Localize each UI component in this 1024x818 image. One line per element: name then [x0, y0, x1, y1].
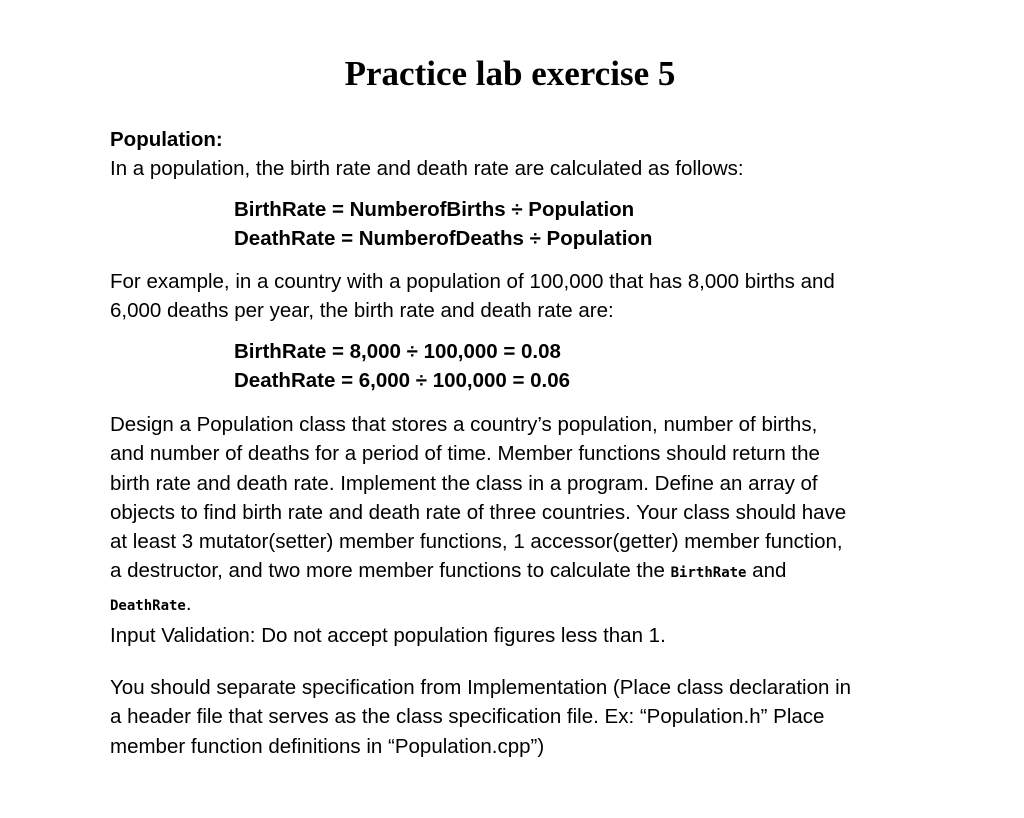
- death-rate-formula: DeathRate = NumberofDeaths ÷ Population: [234, 227, 653, 251]
- period: .: [185, 591, 192, 615]
- page-title: Practice lab exercise 5: [344, 54, 676, 93]
- birth-rate-formula: BirthRate = NumberofBirths ÷ Population: [234, 198, 635, 221]
- example-line: For example, in a country with a population of 100,000 that has 8,000 births and: [110, 270, 835, 293]
- design-line-last: [110, 556, 930, 588]
- example-death-rate: DeathRate = 6,000 ÷ 100,000 = 0.06: [234, 369, 571, 393]
- design-line: at least 3 mutator(setter) member functions, 1 accessor(getter) member function,: [110, 530, 843, 554]
- code-birthrate: BirthRate: [670, 565, 747, 582]
- separate-line: member function definitions in “Population.cpp”): [110, 734, 545, 758]
- code-deathrate: DeathRate: [110, 597, 186, 614]
- design-line: objects to find birth rate and death rate of three countries. Your class should have: [110, 500, 847, 524]
- separate-paragraph: [110, 673, 930, 761]
- design-line-prefix: a destructor, and two more member functions to calculate the: [110, 559, 671, 583]
- design-line: and number of deaths for a period of time. Member functions should return the: [110, 442, 820, 466]
- rate-formulas: [234, 195, 834, 254]
- design-line: Design a Population class that stores a country’s population, number of births,: [110, 413, 818, 436]
- intro-text: In a population, the birth rate and death rate are calculated as follows:: [110, 157, 744, 181]
- separate-line: a header file that serves as the class specification file. Ex: “Population.h” Place: [110, 705, 825, 729]
- population-section: [110, 125, 930, 184]
- validation-text: Input Validation: Do not accept population figures less than 1.: [110, 624, 666, 648]
- design-paragraph: [110, 410, 930, 650]
- example-birth-rate: BirthRate = 8,000 ÷ 100,000 = 0.08: [234, 340, 561, 363]
- example-line: 6,000 deaths per year, the birth rate and death rate are:: [110, 299, 614, 323]
- separate-line: You should separate specification from Implementation (Place class declaration in: [110, 676, 852, 699]
- design-line: birth rate and death rate. Implement the class in a program. Define an array of: [110, 471, 818, 495]
- example-paragraph: [110, 267, 930, 326]
- and-word: and: [746, 559, 787, 583]
- section-heading: Population:: [110, 128, 223, 151]
- example-formulas: [234, 337, 834, 396]
- design-line-code: [110, 589, 930, 621]
